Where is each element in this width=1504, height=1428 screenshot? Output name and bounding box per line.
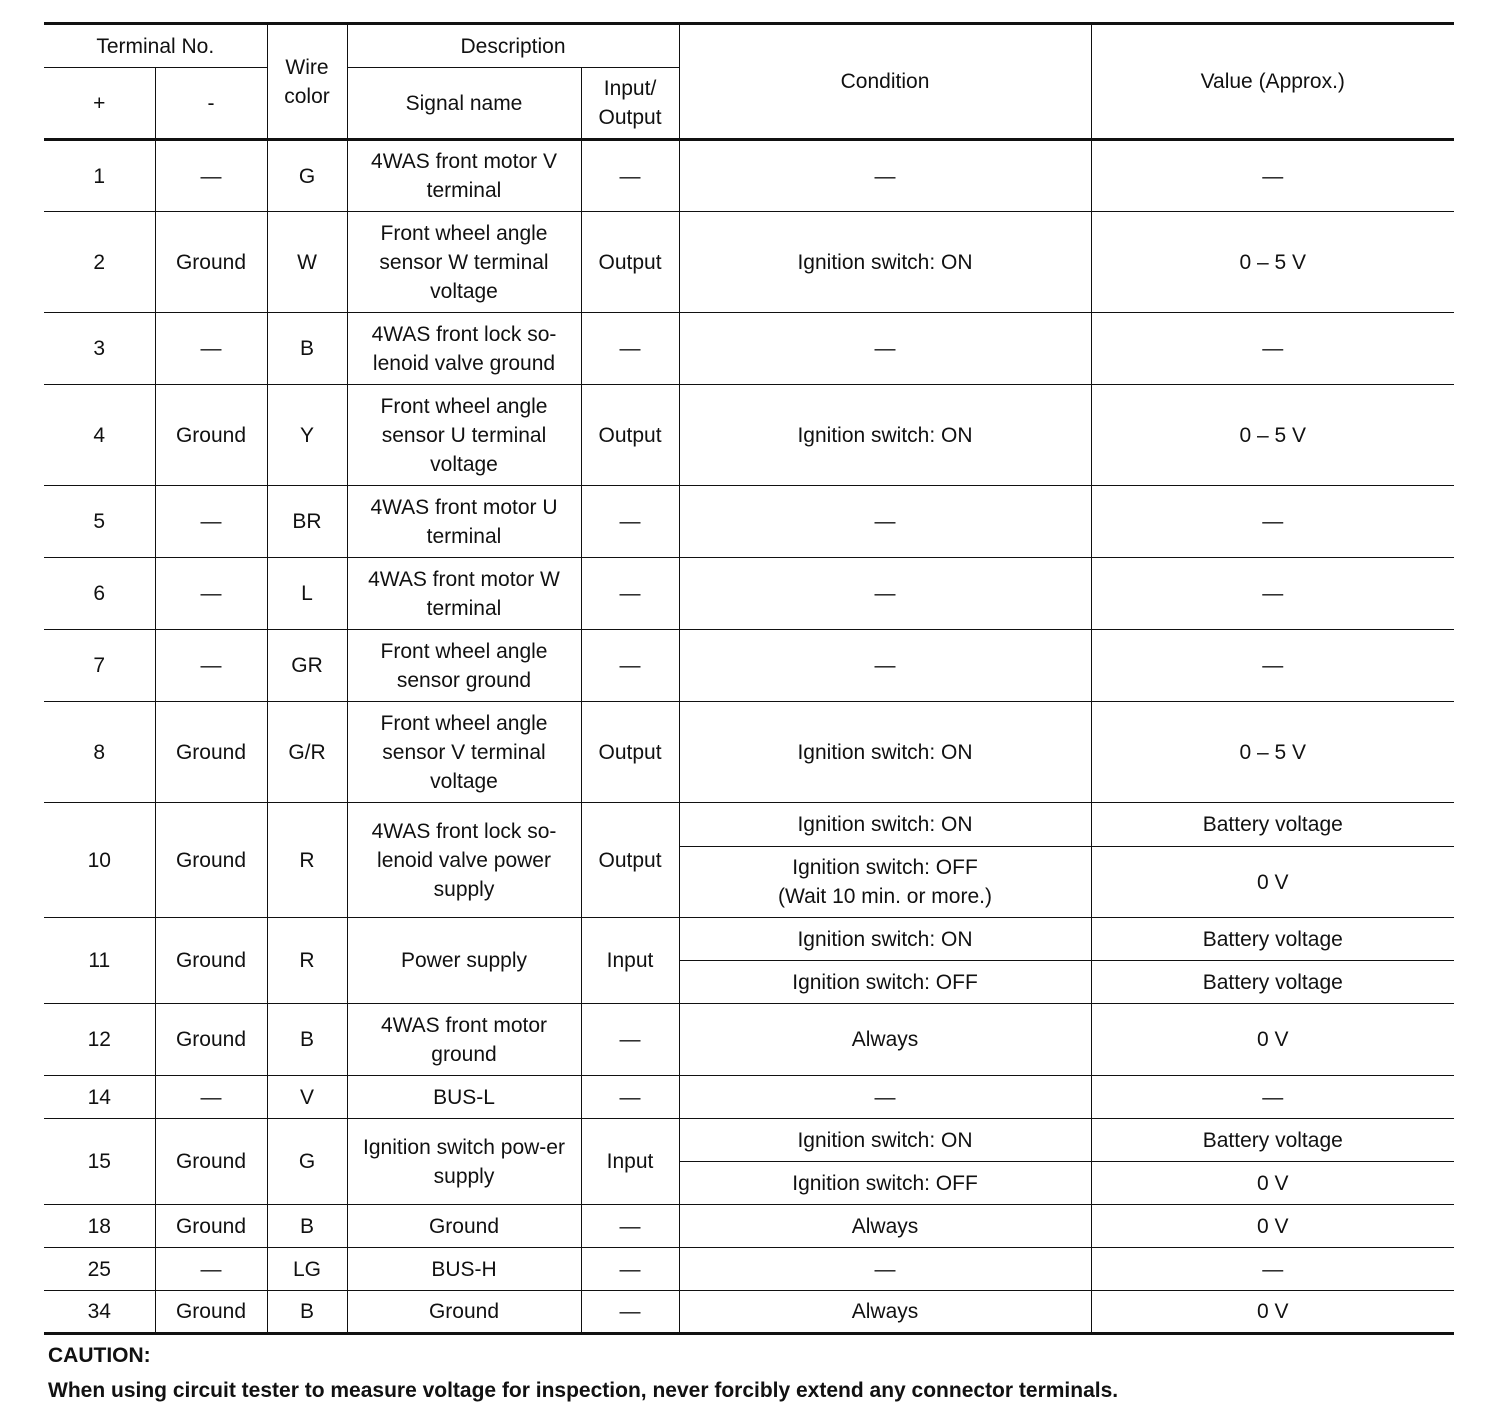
table-row	[44, 558, 1454, 630]
condition-cell: Ignition switch: ON	[679, 1119, 1091, 1162]
header-wire-color: Wire color	[267, 24, 347, 140]
input-output-cell: —	[581, 313, 679, 385]
terminal-plus-cell: 34	[44, 1291, 155, 1334]
value-cell: 0 V	[1091, 1004, 1454, 1076]
condition-cell: —	[679, 1076, 1091, 1119]
input-output-cell: —	[581, 558, 679, 630]
terminal-minus-cell: Ground	[155, 212, 267, 313]
terminal-minus-cell: —	[155, 630, 267, 702]
signal-name-cell: Front wheel angle sensor W terminal voltage	[347, 212, 581, 313]
condition-cell: Ignition switch: ON	[679, 803, 1091, 847]
table-row	[44, 630, 1454, 702]
signal-name-cell: 4WAS front motor W terminal	[347, 558, 581, 630]
terminal-minus-cell: —	[155, 486, 267, 558]
value-cell: —	[1091, 1248, 1454, 1291]
wire-color-cell: R	[267, 803, 347, 918]
terminal-minus-cell: —	[155, 1076, 267, 1119]
value-cell: 0 – 5 V	[1091, 385, 1454, 486]
value-cell: —	[1091, 1076, 1454, 1119]
wire-color-cell: G	[267, 1119, 347, 1205]
signal-name-cell: 4WAS front lock so-lenoid valve power supply	[347, 803, 581, 918]
condition-cell: Ignition switch: ON	[679, 212, 1091, 313]
value-cell: 0 – 5 V	[1091, 702, 1454, 803]
terminal-plus-cell: 6	[44, 558, 155, 630]
header-plus: +	[44, 68, 155, 140]
signal-name-cell: Ground	[347, 1205, 581, 1248]
terminal-plus-cell: 25	[44, 1248, 155, 1291]
input-output-cell: —	[581, 1205, 679, 1248]
condition-cell: Always	[679, 1205, 1091, 1248]
table-body	[44, 140, 1454, 1334]
condition-cell: —	[679, 630, 1091, 702]
terminal-plus-cell: 11	[44, 918, 155, 1004]
input-output-cell: —	[581, 1291, 679, 1334]
header-description: Description	[347, 24, 679, 68]
terminal-minus-cell: Ground	[155, 1291, 267, 1334]
terminal-minus-cell: Ground	[155, 385, 267, 486]
condition-cell: —	[679, 313, 1091, 385]
wire-color-cell: B	[267, 313, 347, 385]
caution-title: CAUTION:	[48, 1344, 151, 1367]
wire-color-cell: GR	[267, 630, 347, 702]
value-cell: Battery voltage	[1091, 961, 1454, 1004]
header-input-output: Input/ Output	[581, 68, 679, 140]
wire-color-cell: Y	[267, 385, 347, 486]
signal-name-cell: BUS-L	[347, 1076, 581, 1119]
signal-name-cell: 4WAS front motor ground	[347, 1004, 581, 1076]
condition-cell: —	[679, 140, 1091, 212]
value-cell: —	[1091, 140, 1454, 212]
terminal-plus-cell: 7	[44, 630, 155, 702]
value-cell: 0 V	[1091, 1162, 1454, 1205]
terminal-plus-cell: 12	[44, 1004, 155, 1076]
wire-color-cell: G/R	[267, 702, 347, 803]
wire-color-cell: L	[267, 558, 347, 630]
table-row	[44, 385, 1454, 486]
terminal-minus-cell: —	[155, 313, 267, 385]
wire-color-cell: B	[267, 1004, 347, 1076]
value-cell: Battery voltage	[1091, 1119, 1454, 1162]
input-output-cell: —	[581, 486, 679, 558]
signal-name-cell: Front wheel angle sensor ground	[347, 630, 581, 702]
input-output-cell: Input	[581, 1119, 679, 1205]
terminal-plus-cell: 4	[44, 385, 155, 486]
wire-color-cell: W	[267, 212, 347, 313]
value-cell: 0 V	[1091, 1291, 1454, 1334]
header-terminal-no: Terminal No.	[44, 24, 267, 68]
terminal-minus-cell: —	[155, 1248, 267, 1291]
signal-name-cell: 4WAS front motor U terminal	[347, 486, 581, 558]
condition-cell: Ignition switch: ON	[679, 918, 1091, 961]
terminal-plus-cell: 1	[44, 140, 155, 212]
table-row	[44, 313, 1454, 385]
wire-color-cell: BR	[267, 486, 347, 558]
condition-cell: Ignition switch: OFF	[679, 961, 1091, 1004]
condition-cell: Ignition switch: OFF	[679, 1162, 1091, 1205]
table-row	[44, 140, 1454, 212]
table-row	[44, 212, 1454, 313]
input-output-cell: Output	[581, 385, 679, 486]
value-cell: Battery voltage	[1091, 803, 1454, 847]
terminal-minus-cell: Ground	[155, 1119, 267, 1205]
value-cell: 0 V	[1091, 847, 1454, 918]
wire-color-cell: B	[267, 1291, 347, 1334]
signal-name-cell: Front wheel angle sensor V terminal voltage	[347, 702, 581, 803]
wire-color-cell: G	[267, 140, 347, 212]
input-output-cell: Output	[581, 702, 679, 803]
terminal-plus-cell: 18	[44, 1205, 155, 1248]
signal-name-cell: 4WAS front motor V terminal	[347, 140, 581, 212]
terminal-minus-cell: Ground	[155, 1004, 267, 1076]
condition-cell: Ignition switch: ON	[679, 702, 1091, 803]
header-condition: Condition	[679, 24, 1091, 140]
input-output-cell: —	[581, 630, 679, 702]
caution-text: When using circuit tester to measure voltage for inspection, never forcibly extend any connector terminals.	[48, 1379, 1119, 1402]
terminal-minus-cell: Ground	[155, 1205, 267, 1248]
signal-name-cell: 4WAS front lock so-lenoid valve ground	[347, 313, 581, 385]
condition-cell: Ignition switch: OFF (Wait 10 min. or more.)	[679, 847, 1091, 918]
terminal-minus-cell: —	[155, 558, 267, 630]
terminal-plus-cell: 14	[44, 1076, 155, 1119]
table-row	[44, 1248, 1454, 1291]
condition-cell: Ignition switch: ON	[679, 385, 1091, 486]
input-output-cell: —	[581, 1004, 679, 1076]
condition-cell: —	[679, 558, 1091, 630]
input-output-cell: Input	[581, 918, 679, 1004]
signal-name-cell: Power supply	[347, 918, 581, 1004]
table-row	[44, 918, 1454, 961]
input-output-cell: —	[581, 1076, 679, 1119]
condition-cell: Always	[679, 1291, 1091, 1334]
value-cell: Battery voltage	[1091, 918, 1454, 961]
terminal-minus-cell: Ground	[155, 803, 267, 918]
table-row	[44, 803, 1454, 847]
value-cell: 0 – 5 V	[1091, 212, 1454, 313]
terminal-minus-cell: —	[155, 140, 267, 212]
signal-name-cell: Ignition switch pow-er supply	[347, 1119, 581, 1205]
terminal-plus-cell: 5	[44, 486, 155, 558]
value-cell: 0 V	[1091, 1205, 1454, 1248]
signal-name-cell: Front wheel angle sensor U terminal voltage	[347, 385, 581, 486]
table-row	[44, 1004, 1454, 1076]
condition-cell: —	[679, 1248, 1091, 1291]
input-output-cell: Output	[581, 212, 679, 313]
wire-color-cell: B	[267, 1205, 347, 1248]
table-row	[44, 1119, 1454, 1162]
input-output-cell: —	[581, 140, 679, 212]
signal-name-cell: Ground	[347, 1291, 581, 1334]
condition-cell: Always	[679, 1004, 1091, 1076]
wire-color-cell: V	[267, 1076, 347, 1119]
value-cell: —	[1091, 630, 1454, 702]
terminal-plus-cell: 10	[44, 803, 155, 918]
terminal-minus-cell: Ground	[155, 702, 267, 803]
table-row	[44, 1205, 1454, 1248]
input-output-cell: Output	[581, 803, 679, 918]
terminal-plus-cell: 3	[44, 313, 155, 385]
value-cell: —	[1091, 313, 1454, 385]
input-output-cell: —	[581, 1248, 679, 1291]
header-minus: -	[155, 68, 267, 140]
value-cell: —	[1091, 558, 1454, 630]
terminal-plus-cell: 2	[44, 212, 155, 313]
value-cell: —	[1091, 486, 1454, 558]
condition-cell: —	[679, 486, 1091, 558]
header-signal-name: Signal name	[347, 68, 581, 140]
table-row	[44, 1076, 1454, 1119]
terminal-table	[44, 22, 1454, 1335]
terminal-plus-cell: 8	[44, 702, 155, 803]
signal-name-cell: BUS-H	[347, 1248, 581, 1291]
wire-color-cell: R	[267, 918, 347, 1004]
table-row	[44, 702, 1454, 803]
terminal-minus-cell: Ground	[155, 918, 267, 1004]
table-row	[44, 486, 1454, 558]
table-row	[44, 1291, 1454, 1334]
wire-color-cell: LG	[267, 1248, 347, 1291]
header-value: Value (Approx.)	[1091, 24, 1454, 140]
terminal-plus-cell: 15	[44, 1119, 155, 1205]
